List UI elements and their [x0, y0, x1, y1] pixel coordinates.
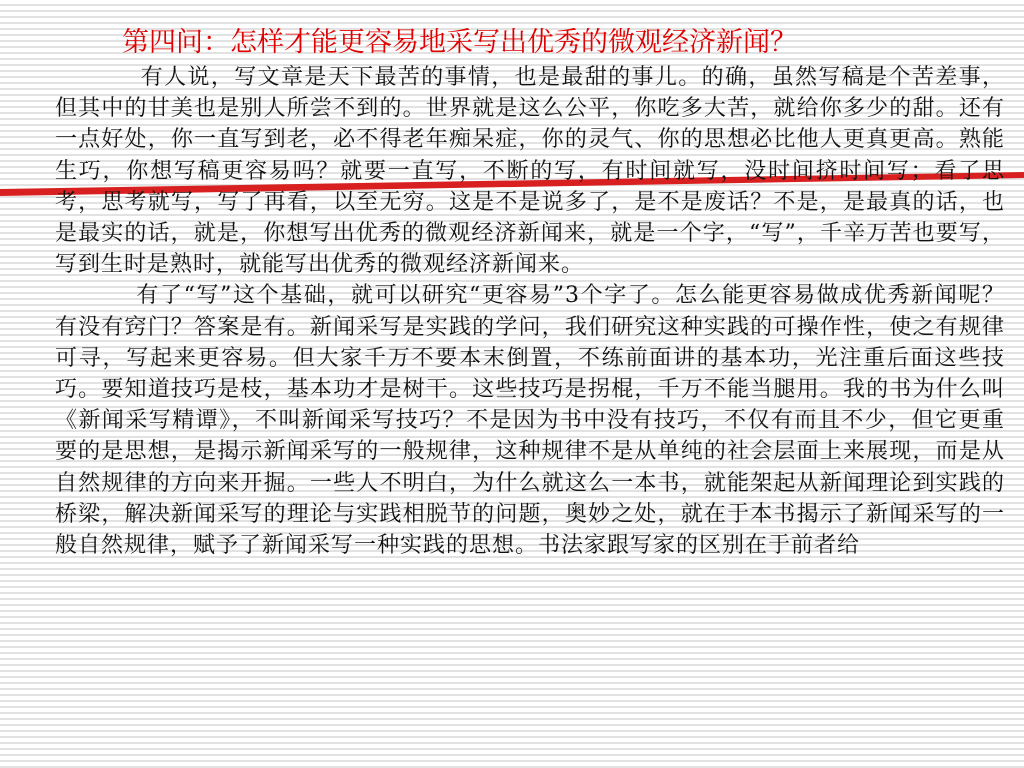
body-text: [55, 62, 1005, 561]
slide-title: 第四问：怎样才能更容易地采写出优秀的微观经济新闻？: [122, 27, 797, 58]
body-paragraph-1: 有人说，写文章是天下最苦的事情，也是最甜的事儿。的确，虽然写稿是个苦差事，但其中的甘美也是别人所尝不到的。世界就是这么公平，你吃多大苦，就给你多少的甜。还有一点好处，你一直写到老，必不得老年痴呆症，你的灵气、你的思想必比他人更真更高。熟能生巧，你想写稿更容易吗？就要一直写，不断的写，有时间就写，没时间挤时间写；看了思考，思考就写，写了再看，以至无穷。这是不是说多了，是不是废话？不是，是最真的话，也是最实的话，就是，你想写出优秀的微观经济新闻来，就是一个字，“写”，千辛万苦也要写，写到生时是熟时，就能写出优秀的微观经济新闻来。: [55, 65, 1005, 278]
body-paragraph-2: 有了“写”这个基础，就可以研究“更容易”3个字了。怎么能更容易做成优秀新闻呢？有没有窍门？答案是有。新闻采写是实践的学问，我们研究这种实践的可操作性，使之有规律可寻，写起来更容易。但大家千万不要本末倒置，不练前面讲的基本功，光注重后面这些技巧。要知道技巧是枝，基本功才是树干。这些技巧是拐棍，千万不能当腿用。我的书为什么叫《新闻采写精谭》，不叫新闻采写技巧？不是因为书中没有技巧，不仅有而且不少，但它更重要的是思想，是揭示新闻采写的一般规律，这种规律不是从单纯的社会层面上来展现，而是从自然规律的方向来开掘。一些人不明白，为什么就这么一本书，就能架起从新闻理论到实践的桥梁，解决新闻采写的理论与实践相脱节的问题，奥妙之处，就在于本书揭示了新闻采写的一般自然规律，赋予了新闻采写一种实践的思想。书法家跟写家的区别在于前者给: [55, 283, 1005, 559]
